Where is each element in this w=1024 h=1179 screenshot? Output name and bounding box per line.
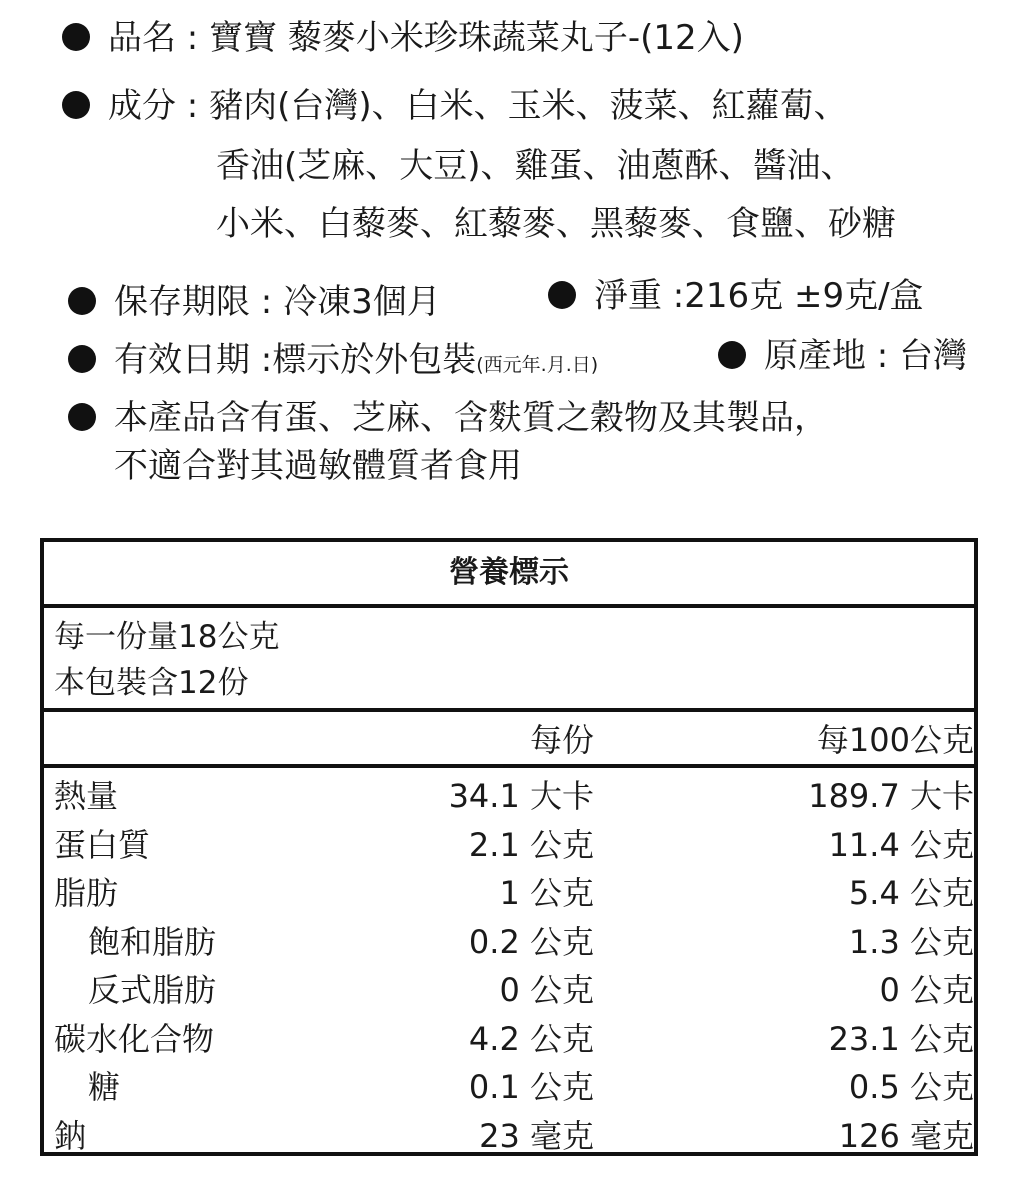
nutrient-name: 蛋白質 — [54, 825, 151, 864]
table-row — [44, 966, 974, 1015]
per-100g-value: 1.3 公克 — [848, 922, 974, 961]
per-100g-header: 每100公克 — [816, 721, 974, 759]
bullet-icon — [548, 281, 576, 309]
per-100g-value: 0.5 公克 — [848, 1068, 974, 1106]
table-row — [44, 772, 974, 821]
allergen-text-1: 本產品含有蛋、芝麻、含麩質之穀物及其製品， — [114, 398, 828, 438]
ingredients-line-3 — [216, 204, 896, 244]
per-100g-value: 5.4 公克 — [848, 874, 974, 912]
nutrient-name: 鈉 — [54, 1116, 87, 1155]
ingredients-text-3: 小米、白藜麥、紅藜麥、黑藜麥、食鹽、砂糖 — [216, 204, 896, 244]
bullet-icon — [62, 91, 90, 119]
per-100g-value: 189.7 大卡 — [808, 777, 974, 815]
expiry-note: (西元年.月.日) — [476, 354, 599, 376]
table-row — [44, 869, 974, 918]
bullet-icon — [68, 345, 96, 373]
ingredients-line — [62, 86, 848, 126]
expiry-line — [68, 340, 598, 385]
per-serving-value: 34.1 大卡 — [448, 777, 594, 815]
shelf-life-line — [68, 282, 441, 322]
net-weight-line — [548, 276, 924, 316]
per-serving-value: 0.2 公克 — [468, 922, 594, 961]
nutrition-title: 營養標示 — [44, 542, 974, 608]
allergen-line-2 — [114, 446, 522, 486]
allergen-text-2: 不適合對其過敏體質者食用 — [114, 446, 522, 486]
product-name: 品名 : 寶寶 藜麥小米珍珠蔬菜丸子-(12入) — [108, 18, 744, 58]
bullet-icon — [718, 341, 746, 369]
net-weight: 淨重 :216克 ±9克/盒 — [594, 276, 924, 316]
per-100g-value: 0 公克 — [879, 971, 974, 1009]
table-row — [44, 1112, 974, 1161]
product-name-line — [62, 18, 744, 58]
nutrition-table — [40, 538, 978, 1156]
table-row — [44, 918, 974, 967]
table-row — [44, 821, 974, 870]
per-serving-header: 每份 — [529, 721, 594, 759]
origin-line — [718, 336, 967, 376]
per-serving-value: 1 公克 — [499, 874, 594, 912]
table-row — [44, 1015, 974, 1064]
allergen-line — [68, 398, 828, 438]
bullet-icon — [62, 23, 90, 51]
nutrient-name: 飽和脂肪 — [88, 922, 217, 961]
bullet-icon — [68, 403, 96, 431]
per-serving-value: 0.1 公克 — [468, 1068, 594, 1106]
nutrient-name: 糖 — [88, 1068, 121, 1106]
servings-per-package: 本包裝含12份 — [54, 665, 249, 701]
ingredients-line-2 — [216, 146, 855, 186]
per-100g-value: 11.4 公克 — [828, 825, 974, 864]
per-100g-value: 23.1 公克 — [828, 1019, 974, 1058]
origin: 原產地 : 台灣 — [764, 336, 968, 376]
serving-size: 每一份量18公克 — [54, 619, 280, 655]
serving-info — [44, 608, 974, 712]
per-serving-value: 4.2 公克 — [468, 1019, 594, 1058]
nutrient-name: 熱量 — [54, 777, 119, 815]
per-100g-value: 126 毫克 — [838, 1116, 974, 1155]
nutrient-name: 反式脂肪 — [88, 971, 217, 1009]
nutrition-header — [44, 712, 974, 768]
per-serving-value: 0 公克 — [499, 971, 594, 1009]
shelf-life: 保存期限 : 冷凍3個月 — [114, 282, 441, 322]
nutrient-name: 脂肪 — [54, 874, 119, 912]
per-serving-value: 2.1 公克 — [468, 825, 594, 864]
expiry: 有效日期 :標示於外包裝 — [114, 340, 477, 380]
nutrition-rows — [44, 768, 974, 1160]
table-row — [44, 1063, 974, 1112]
bullet-icon — [68, 287, 96, 315]
per-serving-value: 23 毫克 — [479, 1116, 594, 1155]
ingredients-text-2: 香油(芝麻、大豆)、雞蛋、油蔥酥、醬油、 — [216, 146, 855, 186]
ingredients-text-1: 成分 : 豬肉(台灣)、白米、玉米、菠菜、紅蘿蔔、 — [108, 86, 848, 126]
nutrient-name: 碳水化合物 — [54, 1019, 215, 1058]
